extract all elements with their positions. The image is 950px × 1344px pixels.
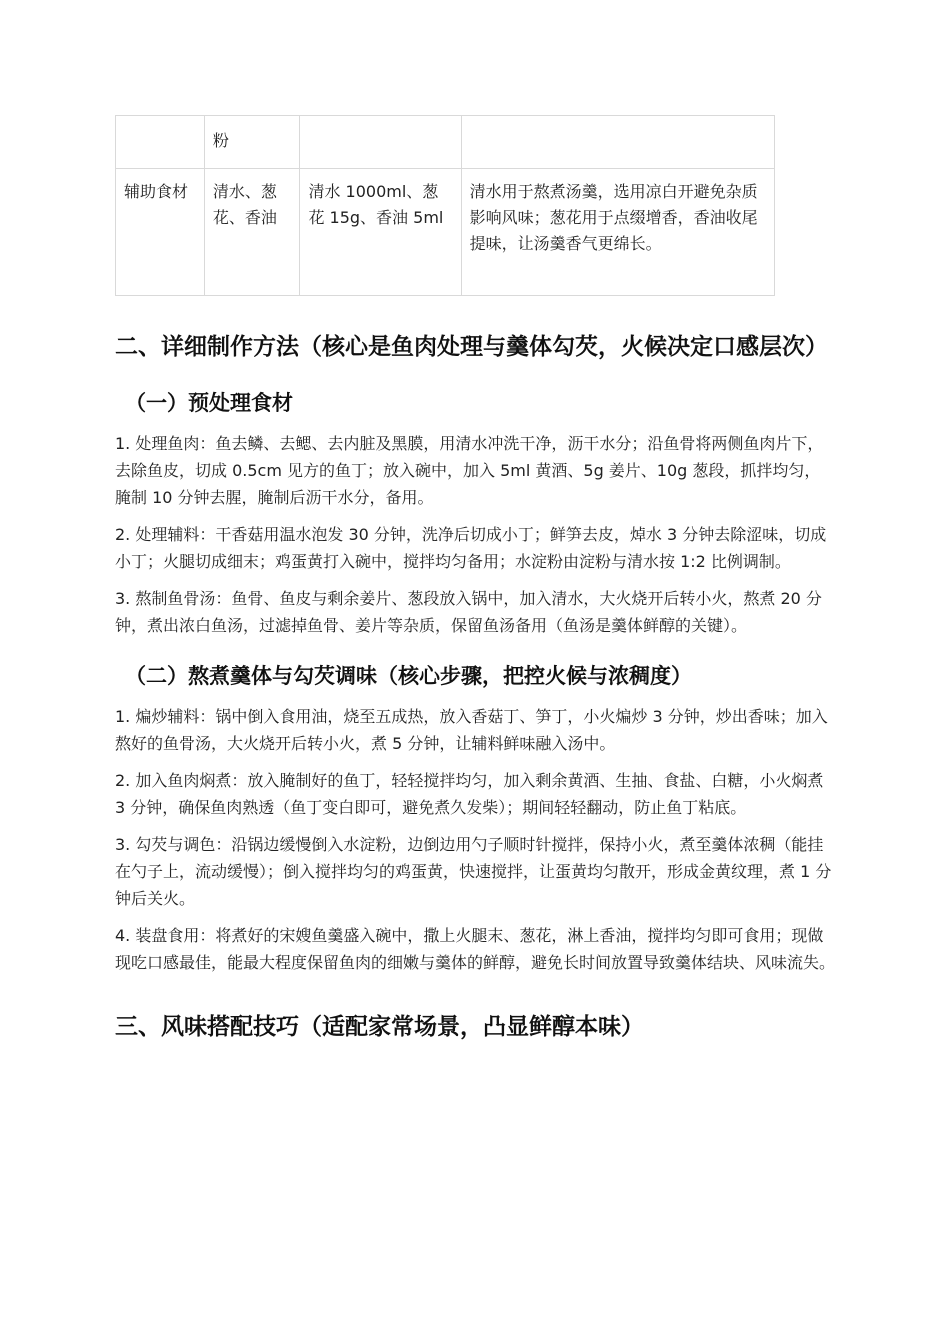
document-page	[115, 115, 835, 1046]
table-cell: 粉	[204, 116, 300, 169]
section-heading-pairing: 三、风味搭配技巧（适配家常场景，凸显鲜醇本味）	[115, 1014, 644, 1040]
table-cell	[461, 116, 774, 169]
step-paragraph: 3. 勾芡与调色：沿锅边缓慢倒入水淀粉，边倒边用勺子顺时针搅拌，保持小火，煮至羹体浓稠（能挂在勺子上，流动缓慢）；倒入搅拌均匀的鸡蛋黄，快速搅拌，让蛋黄均匀散开，形成金黄纹理，煮 1 分钟后关火。	[115, 835, 832, 908]
subsection-heading-cooking: （二）熬煮羹体与勾芡调味（核心步骤，把控火候与浓稠度）	[125, 664, 692, 688]
table-cell-category: 辅助食材	[116, 169, 205, 296]
table-cell-ingredients: 清水、葱花、香油	[204, 169, 300, 296]
ingredients-table	[115, 115, 775, 296]
step-paragraph: 3. 熬制鱼骨汤：鱼骨、鱼皮与剩余姜片、葱段放入锅中，加入清水，大火烧开后转小火，熬煮 20 分钟，煮出浓白鱼汤，过滤掉鱼骨、姜片等杂质，保留鱼汤备用（鱼汤是羹体鲜醇的关键）。	[115, 589, 822, 635]
section-heading-method: 二、详细制作方法（核心是鱼肉处理与羹体勾芡，火候决定口感层次）	[115, 334, 828, 360]
step-paragraph: 4. 装盘食用：将煮好的宋嫂鱼羹盛入碗中，撒上火腿末、葱花，淋上香油，搅拌均匀即可食用；现做现吃口感最佳，能最大程度保留鱼肉的细嫩与羹体的鲜醇，避免长时间放置导致羹体结块、风味流失。	[115, 926, 836, 972]
table-cell-notes: 清水用于熬煮汤羹，选用凉白开避免杂质影响风味；葱花用于点缀增香，香油收尾提味，让汤羹香气更绵长。	[461, 169, 774, 296]
step-paragraph: 1. 煸炒辅料：锅中倒入食用油，烧至五成热，放入香菇丁、笋丁，小火煸炒 3 分钟，炒出香味；加入熬好的鱼骨汤，大火烧开后转小火，煮 5 分钟，让辅料鲜味融入汤中。	[115, 707, 828, 753]
subsection-heading-prep: （一）预处理食材	[125, 391, 293, 415]
step-paragraph: 1. 处理鱼肉：鱼去鳞、去鳃、去内脏及黑膜，用清水冲洗干净，沥干水分；沿鱼骨将两侧鱼肉片下，去除鱼皮，切成 0.5cm 见方的鱼丁；放入碗中，加入 5ml 黄酒、5g 姜片、10g 葱段，抓拌均匀，腌制 10 分钟去腥，腌制后沥干水分，备用。	[115, 434, 824, 507]
table-cell	[116, 116, 205, 169]
table-cell	[300, 116, 461, 169]
table-row	[116, 116, 775, 169]
table-row	[116, 169, 775, 296]
step-paragraph: 2. 加入鱼肉焖煮：放入腌制好的鱼丁，轻轻搅拌均匀，加入剩余黄酒、生抽、食盐、白糖，小火焖煮 3 分钟，确保鱼肉熟透（鱼丁变白即可，避免煮久发柴）；期间轻轻翻动，防止鱼丁粘底。	[115, 771, 824, 817]
table-cell-quantity: 清水 1000ml、葱花 15g、香油 5ml	[300, 169, 461, 296]
step-paragraph: 2. 处理辅料：干香菇用温水泡发 30 分钟，洗净后切成小丁；鲜笋去皮，焯水 3 分钟去除涩味，切成小丁；火腿切成细末；鸡蛋黄打入碗中，搅拌均匀备用；水淀粉由淀粉与清水按 1:2 比例调制。	[115, 525, 827, 571]
